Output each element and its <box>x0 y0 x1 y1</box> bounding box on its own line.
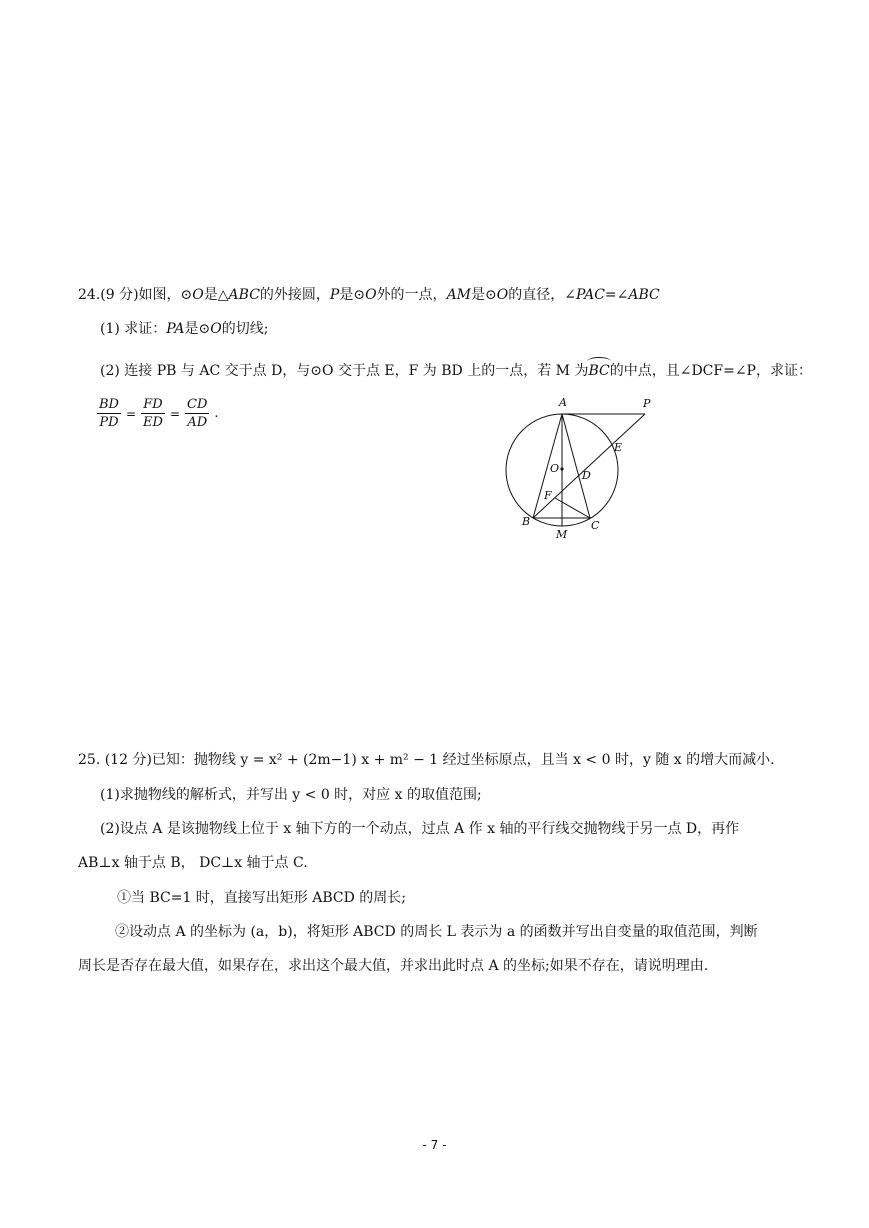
q25-stem: 25. (12 分)已知：抛物线 y = x² + (2m−1) x + m² − 1 经过坐标原点，且当 x < 0 时，y 随 x 的增大而减小. <box>78 752 775 768</box>
q25-part1: (1)求抛物线的解析式，并写出 y < 0 时，对应 x 的取值范围; <box>100 787 482 803</box>
label-p: P <box>643 397 651 410</box>
page-number: - 7 - <box>422 1138 447 1152</box>
q25-subpart1: ①当 BC=1 时，直接写出矩形 ABCD 的周长; <box>117 890 407 906</box>
q25-subpart2: ②设动点 A 的坐标为 (a，b)，将矩形 ABCD 的周长 L 表示为 a 的函数并写出自变量的取值范围，判断 <box>115 924 758 940</box>
label-m: M <box>556 528 568 541</box>
q25-part2-continued: AB⊥x 轴于点 B， DC⊥x 轴于点 C. <box>78 855 308 871</box>
q24-ratio-equation: $\frac{BD}{PD}$ = $\frac{FD}{ED}$ = $\frac{CD}{AD}$ . <box>99 397 219 430</box>
q24-geometry-figure <box>500 392 670 542</box>
label-f: F <box>544 489 552 502</box>
arc-bc: BC <box>588 363 610 379</box>
label-b: B <box>522 515 531 528</box>
q24-stem: 24.(9 分)如图，⊙O是△ABC的外接圆，P是⊙O外的一点，AM是⊙O的直径，∠PAC=∠ABC <box>78 287 660 303</box>
fraction-cd-ad: $\frac{CD}{AD}$ <box>187 397 208 430</box>
q25-subpart2-continued: 周长是否存在最大值，如果存在，求出这个最大值，并求出此时点 A 的坐标;如果不存在，请说明理由. <box>78 958 709 974</box>
q25-part2: (2)设点 A 是该抛物线上位于 x 轴下方的一个动点，过点 A 作 x 轴的平行线交抛物线于另一点 D，再作 <box>100 821 740 837</box>
label-e: E <box>614 441 623 454</box>
label-o: O <box>550 462 560 475</box>
label-a: A <box>559 396 567 409</box>
label-c: C <box>591 519 600 532</box>
fraction-fd-ed: $\frac{FD}{ED}$ <box>143 397 163 430</box>
q24-part1: (1) 求证：PA是⊙O的切线; <box>100 321 269 337</box>
fraction-bd-pd: $\frac{BD}{PD}$ <box>99 397 119 430</box>
label-d: D <box>582 469 591 482</box>
q24-part2: (2) 连接 PB 与 AC 交于点 D，与⊙O 交于点 E，F 为 BD 上的一点，若 M 为BC的中点，且∠DCF=∠P，求证： <box>100 363 812 379</box>
